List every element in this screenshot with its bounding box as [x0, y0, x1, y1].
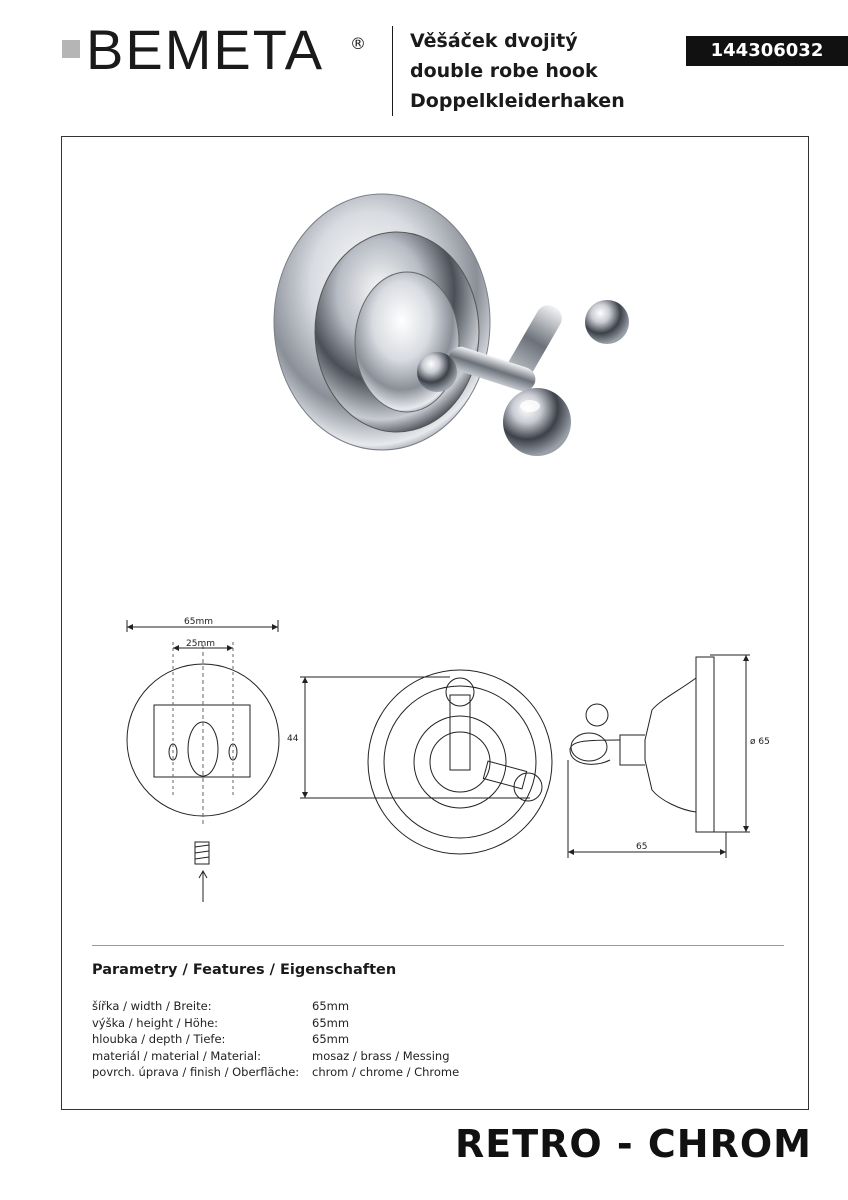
param-value: 65mm	[312, 1015, 350, 1030]
technical-drawings	[100, 600, 800, 920]
param-value: mosaz / brass / Messing	[312, 1048, 450, 1063]
title-czech: Věšáček dvojitý	[410, 30, 578, 52]
param-row	[92, 1048, 592, 1065]
front-view-outer	[368, 670, 552, 854]
param-label: hloubka / depth / Tiefe:	[92, 1032, 226, 1046]
dim-height-label: 44	[287, 734, 299, 744]
title-english: double robe hook	[410, 60, 598, 82]
param-label: výška / height / Höhe:	[92, 1015, 219, 1030]
front-view-mid	[384, 686, 536, 838]
header-divider	[392, 26, 393, 116]
product-code-badge: 144306032	[686, 36, 848, 66]
param-label: šířka / width / Breite:	[92, 999, 212, 1013]
param-row	[92, 1031, 592, 1048]
params-table	[92, 998, 592, 1081]
params-heading: Parametry / Features / Eigenschaften	[92, 962, 397, 978]
title-german: Doppelkleiderhaken	[410, 90, 625, 112]
param-value: 65mm	[312, 1032, 350, 1046]
param-label: povrch. úprava / finish / Oberfläche:	[92, 1065, 300, 1079]
param-value: chrom / chrome / Chrome	[312, 1065, 460, 1079]
product-photo	[262, 192, 642, 502]
side-view-base	[696, 657, 714, 832]
collection-title: RETRO - CHROM	[454, 1122, 812, 1166]
dim-diameter-label: ø 65	[750, 737, 770, 747]
param-row	[92, 998, 592, 1015]
side-view-lower-ball	[571, 733, 607, 761]
rear-hook-ball	[585, 300, 629, 344]
params-separator	[92, 945, 784, 946]
brand-logo: BEMETA	[86, 18, 325, 81]
side-view-profile	[645, 678, 696, 812]
product-title-block	[410, 26, 625, 116]
dim-spacing-label: 25mm	[186, 639, 215, 649]
side-view-neck	[620, 735, 645, 765]
front-view-upper-ball	[446, 678, 474, 706]
param-row	[92, 1064, 592, 1081]
base-step	[355, 272, 459, 412]
mount-plate-bracket	[154, 705, 250, 777]
dim-width-label: 65mm	[184, 617, 213, 627]
front-hook-ball	[503, 388, 571, 456]
registered-mark: ®	[350, 34, 366, 53]
logo-square	[62, 40, 80, 58]
side-view-upper-ball	[586, 704, 608, 726]
param-row	[92, 1015, 592, 1032]
front-view-core	[430, 732, 490, 792]
hook-highlight	[520, 400, 540, 412]
dim-depth-label: 65	[636, 842, 648, 852]
param-label: materiál / material / Material:	[92, 1048, 261, 1063]
param-value: 65mm	[312, 999, 350, 1013]
front-left-ball	[417, 352, 457, 392]
